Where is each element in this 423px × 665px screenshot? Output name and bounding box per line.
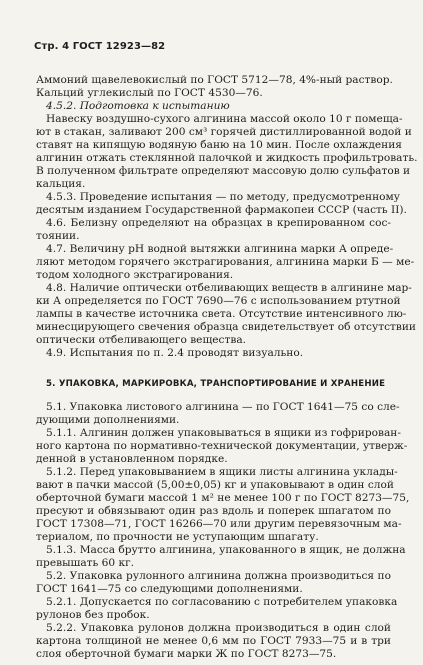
text-line: картона толщиной не менее 0,6 мм по ГОСТ 7933—75 и в три — [36, 635, 391, 647]
text-line: Навеску воздушно-сухого алгинина массой около 10 г помеща- — [46, 113, 403, 125]
text-line: 5.2. Упаковка рулонного алгинина должна производиться по — [46, 570, 391, 582]
text-line: оберточной бумаги массой 1 м² не менее 100 г по ГОСТ 8273—75, — [36, 492, 410, 504]
text-line: 4.5.3. Проведение испытания — по методу, предусмотренному — [46, 191, 401, 203]
text-line: 5.2.2. Упаковка рулонов должна производиться в один слой — [46, 622, 391, 634]
text-line: дующими дополнениями. — [36, 414, 180, 426]
text-line: пресуют и обвязывают один раз вдоль и поперек шпагатом по — [36, 505, 391, 517]
text-line: денной в установленном порядке. — [36, 453, 228, 465]
text-line: В полученном фильтрате определяют массовую долю сульфатов и — [36, 165, 411, 177]
text-line: Аммоний щавелевокислый по ГОСТ 5712—78, 4%-ный раствор. — [36, 74, 393, 86]
text-line: превышать 60 кг. — [36, 557, 135, 569]
text-line: десятым изданием Государственной фармакопеи СССР (часть II). — [36, 204, 407, 216]
text-line: ляют методом горячего экстрагирования, алгинина марки Б — ме- — [36, 256, 415, 268]
text-line: 5.1.2. Перед упаковыванием в ящики листы алгинина уклады- — [46, 466, 398, 478]
text-line: вают в пачки массой (5,00±0,05) кг и упаковывают в один слой — [36, 479, 394, 491]
text-line: 4.9. Испытания по п. 2.4 проводят визуально. — [46, 347, 304, 359]
text-line: 4.7. Величину pH водной вытяжки алгинина марки А опреде- — [46, 243, 394, 255]
subsection-heading: 4.5.2. Подготовка к испытанию — [46, 100, 230, 112]
text-line: рулонов без пробок. — [36, 609, 150, 621]
text-line: слоя оберточной бумаги марки Ж по ГОСТ 8273—75. — [36, 648, 337, 660]
text-line: оптически отбеливающего вещества. — [36, 334, 247, 346]
text-line: кальция. — [36, 178, 86, 190]
text-line: минесцирующего свечения образца свидетельствует об отсутствии — [36, 321, 416, 333]
text-line: 4.8. Наличие оптически отбеливающих веществ в алгинине мар- — [46, 282, 412, 294]
text-line: ки А определяется по ГОСТ 7690—76 с использованием ртутной — [36, 295, 401, 307]
text-line: 5.2.1. Допускается по согласованию с потребителем упаковка — [46, 596, 398, 608]
text-line: ГОСТ 17308—71, ГОСТ 16266—70 или другим перевязочным ма- — [36, 518, 402, 530]
page-header: Стр. 4 ГОСТ 12923—82 — [34, 41, 166, 52]
text-line: 5.1. Упаковка листового алгинина — по ГОСТ 1641—75 со сле- — [46, 401, 400, 413]
text-line: алгинин отжать стеклянной палочкой и жидкость профильтровать. — [36, 152, 418, 164]
text-line: ставят на кипящую водяную баню на 10 мин. После охлаждения — [36, 139, 402, 151]
text-line: ного картона по нормативно-технической документации, утверж- — [36, 440, 408, 452]
text-line: 4.6. Белизну определяют на образцах в крепированном сос- — [46, 217, 391, 229]
text-line: 5.1.3. Масса брутто алгинина, упакованного в ящик, не должна — [46, 544, 406, 556]
text-line: тоянии. — [36, 230, 80, 242]
text-line: 5.1.1. Алгинин должен упаковываться в ящики из гофрирован- — [46, 427, 401, 439]
text-line: ют в стакан, заливают 200 см³ горячей дистиллированной водой и — [36, 126, 412, 138]
section-heading: 5. УПАКОВКА, МАРКИРОВКА, ТРАНСПОРТИРОВАНИЕ И ХРАНЕНИЕ — [46, 379, 386, 389]
text-line: териалом, по прочности не уступающим шпагату. — [36, 531, 319, 543]
text-line: ГОСТ 1641—75 со следующими дополнениями. — [36, 583, 303, 595]
text-line: тодом холодного экстрагирования. — [36, 269, 234, 281]
text-line: Кальций углекислый по ГОСТ 4530—76. — [36, 87, 263, 99]
text-line: лампы в качестве источника света. Отсутствие интенсивного лю- — [36, 308, 407, 320]
